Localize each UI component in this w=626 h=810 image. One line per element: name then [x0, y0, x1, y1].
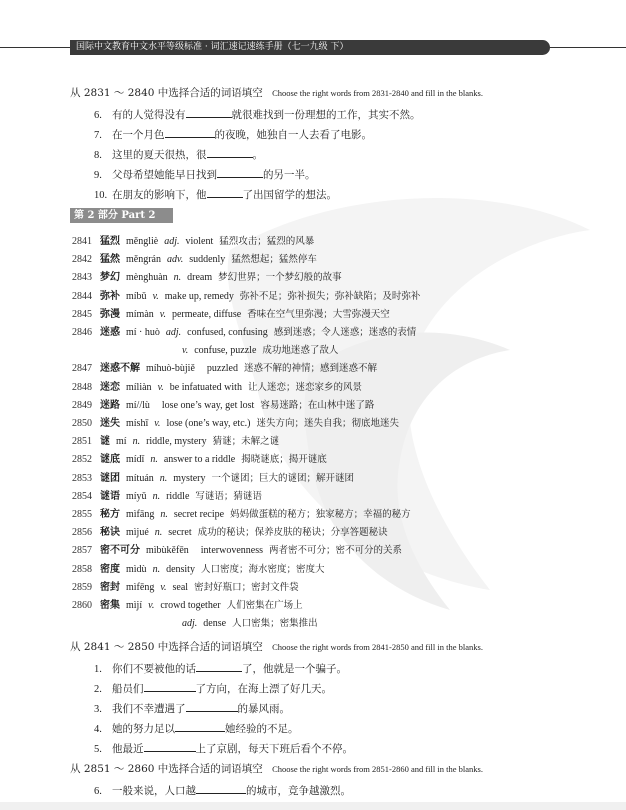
english-definition: confused, confusing — [187, 327, 268, 338]
instruction-en: Choose the right words from 2851-2860 and fill in the blanks. — [272, 764, 483, 774]
word-entry — [72, 308, 390, 322]
pinyin: mìfāng — [126, 509, 155, 520]
section-heading: 第 2 部分 Part 2 — [70, 208, 173, 223]
exercise-b-instruction — [70, 640, 483, 654]
english-definition: make up, remedy — [164, 290, 234, 302]
english-definition: riddle, mystery — [146, 436, 207, 448]
english-definition: riddle — [166, 490, 190, 502]
pinyin: míliàn — [126, 381, 152, 393]
part-of-speech: v. — [182, 345, 189, 357]
headword: 秘诀 — [100, 527, 120, 539]
example-phrases: 香味在空气里弥漫；大雪弥漫天空 — [247, 308, 390, 320]
pinyin: míyǔ — [126, 490, 147, 502]
headword: 迷惑不解 — [100, 363, 140, 375]
english-definition: be infatuated with — [169, 381, 242, 393]
example-phrases: 两者密不可分；密不可分的关系 — [268, 545, 402, 557]
word-entry — [72, 362, 377, 376]
part-of-speech: adv. — [167, 254, 184, 266]
part-of-speech: adj. — [182, 618, 198, 630]
example-phrases: 成功的秘诀；保养皮肤的秘诀；分享答题秘诀 — [197, 527, 388, 539]
english-definition: puzzled — [206, 363, 238, 375]
entry-number: 2846 — [72, 327, 92, 338]
english-definition: permeate, diffuse — [171, 308, 242, 320]
english-definition: secret — [168, 527, 192, 539]
exercise-item: 6. 一般来说，人口越 的城市，竞争越激烈。 — [94, 782, 351, 799]
pinyin: mímàn — [126, 308, 154, 320]
entry-number: 2841 — [72, 236, 92, 247]
entry-number: 2853 — [72, 472, 92, 484]
word-entry — [72, 235, 314, 249]
headword: 梦幻 — [100, 272, 120, 284]
pinyin: mènghuàn — [126, 272, 168, 284]
exercise-item: 4. 她的努力足以 她经验的不足。 — [94, 720, 299, 737]
pinyin: mídǐ — [126, 454, 145, 466]
answer-blank[interactable] — [207, 146, 253, 158]
part-of-speech: v. — [148, 600, 155, 611]
part-of-speech: v. — [154, 418, 161, 429]
example-phrases: 猛然想起；猛然停车 — [231, 254, 317, 266]
headword: 秘方 — [100, 509, 120, 520]
english-definition: answer to a riddle — [163, 454, 236, 466]
part-of-speech: n. — [152, 490, 161, 502]
example-phrases: 妈妈做蛋糕的秘方；独家秘方；幸福的秘方 — [230, 509, 411, 520]
pinyin: míshī — [126, 418, 149, 429]
example-phrases: 人口密度；海水密度；密度大 — [200, 563, 325, 575]
part-of-speech: n. — [160, 509, 168, 520]
headword: 迷恋 — [100, 381, 120, 393]
running-header — [70, 40, 550, 55]
exercise-item: 5. 他最近 上了京剧，每天下班后看个不停。 — [94, 740, 353, 757]
answer-blank[interactable] — [144, 680, 196, 692]
page-bottom-edge — [0, 802, 626, 810]
part-of-speech: v. — [157, 381, 164, 393]
exercise-item: 6. 有的人觉得没有 就很难找到一份理想的工作，其实不然。 — [94, 106, 421, 123]
entry-number: 2852 — [72, 454, 92, 466]
headword: 谜团 — [100, 472, 120, 484]
headword: 迷路 — [100, 399, 120, 411]
exercise-item: 3. 我们不幸遭遇了 的暴风雨。 — [94, 700, 290, 717]
word-entry — [72, 508, 411, 522]
english-definition: interwovenness — [200, 545, 263, 557]
english-definition: crowd together — [160, 600, 221, 611]
part-of-speech: adj. — [165, 327, 182, 338]
example-phrases: 密封好瓶口；密封文件袋 — [194, 581, 299, 593]
pinyin: mìjí — [126, 600, 143, 611]
word-entry — [72, 453, 327, 467]
exercise-item: 10. 在朋友的影响下，他 了出国留学的想法。 — [94, 186, 337, 203]
example-phrases: 迷失方向；迷失自我；彻底地迷失 — [256, 418, 399, 429]
pinyin: mí — [116, 436, 127, 448]
example-phrases: 揭晓谜底；揭开谜底 — [241, 454, 327, 466]
english-definition: dream — [187, 272, 213, 284]
headword: 谜底 — [100, 454, 120, 466]
exercise-c-instruction — [70, 762, 483, 776]
headword: 猛然 — [100, 254, 120, 266]
headword: 猛烈 — [100, 236, 120, 247]
headword: 密不可分 — [100, 545, 140, 557]
pinyin: mí//lù — [126, 399, 150, 411]
entry-number: 2844 — [72, 290, 92, 302]
answer-blank[interactable] — [186, 106, 232, 118]
answer-blank[interactable] — [165, 126, 215, 138]
example-phrases: 迷惑不解的神情；感到迷惑不解 — [243, 363, 377, 375]
part-of-speech: n. — [150, 454, 158, 466]
word-entry — [72, 581, 299, 595]
headword: 密度 — [100, 563, 120, 575]
example-phrases: 一个谜团；巨大的谜团；解开谜团 — [211, 472, 355, 484]
entry-number: 2849 — [72, 399, 92, 411]
headword: 谜语 — [100, 490, 120, 502]
answer-blank[interactable] — [217, 166, 263, 178]
pinyin: měngrán — [126, 254, 161, 266]
english-definition: seal — [172, 581, 189, 593]
english-definition: lose one’s way, get lost — [161, 399, 255, 411]
exercise-item: 9. 父母希望她能早日找到 的另一半。 — [94, 166, 316, 183]
instruction-en: Choose the right words from 2831-2840 and fill in the blanks. — [272, 88, 483, 98]
english-definition: mystery — [173, 472, 206, 484]
word-entry — [176, 344, 338, 358]
example-phrases: 容易迷路；在山林中迷了路 — [260, 399, 375, 411]
instruction-zh: 从 2851 ～ 2860 中选择合适的词语填空 — [70, 763, 263, 775]
word-entry — [72, 544, 402, 558]
example-phrases: 写谜语；猜谜语 — [195, 490, 262, 502]
entry-number: 2857 — [72, 545, 92, 557]
answer-blank[interactable] — [196, 782, 246, 794]
pinyin: míbǔ — [126, 290, 147, 302]
word-entry — [72, 526, 388, 540]
word-entry — [72, 271, 342, 285]
entry-number: 2859 — [72, 581, 92, 593]
entry-number: 2858 — [72, 563, 92, 575]
pinyin: mìdù — [126, 563, 147, 575]
headword: 密集 — [100, 600, 120, 611]
entry-number: 2850 — [72, 418, 92, 429]
english-definition: suddenly — [189, 254, 226, 266]
headword: 密封 — [100, 581, 120, 593]
entry-number: 2847 — [72, 363, 92, 375]
example-phrases: 猜谜；未解之谜 — [212, 436, 280, 448]
pinyin: mìjué — [126, 527, 149, 539]
part-of-speech: n. — [159, 472, 168, 484]
pinyin: mí · huò — [126, 327, 160, 338]
answer-blank[interactable] — [196, 660, 242, 672]
english-definition: secret recipe — [173, 509, 225, 520]
word-entry — [72, 563, 324, 577]
entry-number: 2855 — [72, 509, 92, 520]
word-entry — [176, 617, 318, 631]
example-phrases: 人口密集；密集推出 — [232, 618, 318, 630]
headword: 迷惑 — [100, 327, 120, 338]
word-entry — [72, 381, 362, 395]
entry-number: 2856 — [72, 527, 92, 539]
part-of-speech: n. — [154, 527, 163, 539]
word-entry — [72, 399, 374, 413]
instruction-en: Choose the right words from 2841-2850 and fill in the blanks. — [272, 642, 483, 652]
answer-blank[interactable] — [186, 700, 238, 712]
example-phrases: 人们密集在广场上 — [226, 600, 303, 611]
part-of-speech: v. — [152, 290, 159, 302]
english-definition: confuse, puzzle — [194, 345, 257, 357]
part-of-speech: n. — [152, 563, 161, 575]
entry-number: 2854 — [72, 490, 92, 502]
example-phrases: 猛烈攻击；猛烈的风暴 — [219, 236, 315, 247]
word-entry — [72, 435, 279, 449]
exercise-item: 8. 这里的夏天很热，很 。 — [94, 146, 263, 163]
word-entry — [72, 290, 420, 304]
english-definition: density — [166, 563, 195, 575]
word-entry — [72, 326, 416, 340]
headword: 弥漫 — [100, 308, 120, 320]
header-title: 国际中文教育中文水平等级标准 · 词汇速记速练手册（七一九级 下） — [76, 42, 349, 52]
pinyin: měngliè — [126, 236, 159, 247]
example-phrases: 弥补不足；弥补损失；弥补缺陷；及时弥补 — [239, 290, 421, 302]
pinyin: mìfēng — [126, 581, 155, 593]
part-of-speech: n. — [173, 272, 182, 284]
entry-number: 2851 — [72, 436, 92, 448]
english-definition: lose (one’s way, etc.) — [166, 418, 251, 429]
instruction-zh: 从 2841 ～ 2850 中选择合适的词语填空 — [70, 641, 263, 653]
pinyin: mítuán — [126, 472, 154, 484]
part-of-speech: v. — [159, 308, 166, 320]
headword: 谜 — [100, 436, 110, 448]
exercise-a-instruction — [70, 86, 483, 100]
headword: 迷失 — [100, 418, 120, 429]
english-definition: violent — [185, 236, 214, 247]
example-phrases: 梦幻世界；一个梦幻般的故事 — [218, 272, 342, 284]
part-of-speech: adj. — [164, 236, 180, 247]
entry-number: 2860 — [72, 600, 92, 611]
exercise-item: 2. 船员们 了方向，在海上漂了好几天。 — [94, 680, 332, 697]
part-of-speech: n. — [132, 436, 141, 448]
headword: 弥补 — [100, 290, 120, 302]
word-entry — [72, 599, 303, 613]
word-entry — [72, 490, 262, 504]
entry-number: 2845 — [72, 308, 92, 320]
exercise-item: 1. 你们不要被他的话 了，他就是一个骗子。 — [94, 660, 347, 677]
answer-blank[interactable] — [175, 720, 225, 732]
answer-blank[interactable] — [144, 740, 196, 752]
word-entry — [72, 472, 354, 486]
example-phrases: 成功地迷惑了敌人 — [262, 345, 339, 357]
pinyin: míhuò-bùjiě — [146, 363, 195, 375]
entry-number: 2843 — [72, 272, 92, 284]
part-of-speech: v. — [160, 581, 167, 593]
word-entry — [72, 417, 399, 431]
entry-number: 2842 — [72, 254, 92, 266]
example-phrases: 感到迷惑；令人迷惑；迷惑的表情 — [273, 327, 417, 338]
pinyin: mìbùkěfēn — [146, 545, 189, 557]
answer-blank[interactable] — [207, 186, 243, 198]
instruction-zh: 从 2831 ～ 2840 中选择合适的词语填空 — [70, 87, 263, 99]
word-entry — [72, 253, 317, 267]
example-phrases: 让人迷恋；迷恋家乡的风景 — [247, 381, 362, 393]
entry-number: 2848 — [72, 381, 92, 393]
english-definition: dense — [203, 618, 227, 630]
exercise-item: 7. 在一个月色 的夜晚，她独自一人去看了电影。 — [94, 126, 372, 143]
